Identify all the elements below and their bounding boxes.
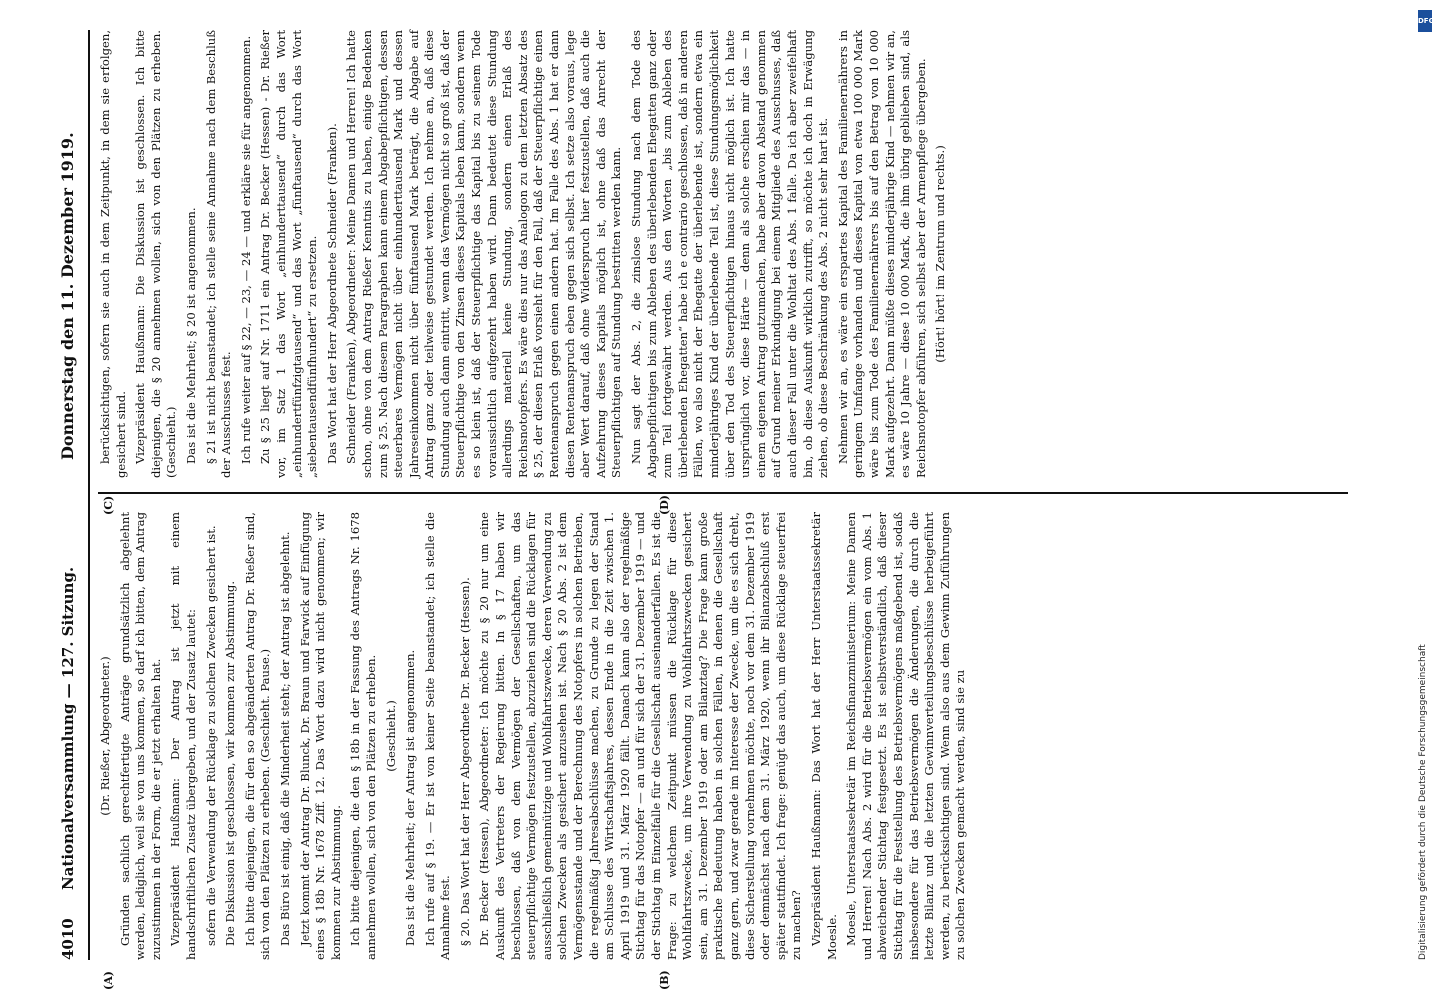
paragraph: Gründen sachlich gerechtfertigte Anträge grundsätzlich abgelehnt werden, lediglich, weil sie von uns kommen, so darf ich bitten, dem Antrag zuzustimmen in der Form, die er jetzt erhalten hat. xyxy=(117,512,163,960)
paragraph: Dr. Becker (Hessen), Abgeordneter: Ich möchte zu § 20 nur um eine Auskunft des Vertreters der Regierung bitten. In § 17 haben wir beschlossen, daß von dem Vermögen der Gesellschaften, um das steuerpflichtige Vermögen festzustellen, abzuziehen sind die Rücklagen für ausschließlich gemeinnützige und Wohlfahrtszwecke, deren Verwendung zu solchen Zwecken als gesichert anzusehen ist. Nach § 20 Abs. 2 ist dem Vermögensstande und der Berechnung des Notopfers in solchen Betrieben, die regelmäßig Jahresabschlüsse machen, zu Grunde zu legen der Stand am Schlusse des Wirtschaftsjahres, dessen Ende in die Zeit zwischen 1. April 1919 und 31. März 1920 fällt. Danach kann also der regelmäßige Stichtag für das Notopfer — an und für sich der 31. Dezember 1919 — und der Stichtag im Einzelfalle für die Gesellschaft auseinanderfallen. Es ist die Frage: zu welchem Zeitpunkt müssen die Rücklage für diese Wohlfahrtszwecke, um ihre Verwendung zu Wohlfahrtszwecken gesichert sein, am 31. Dezember 1919 oder am Bilanztag? Die Frage kann große praktische Bedeutung haben in solchen Fällen, in denen die Gesellschaft ganz gern, und zwar gerade im Interesse der Zwecke, um die es sich dreht, diese Sicherstellung vornehmen möchte, noch vor dem 31. Dezember 1919 oder demnächst nach dem 31. März 1920, wenn ihr Bilanzabschluß erst später stattfindet. Ich frage: genügt das auch, um diese Rücklage steuerfrei zu machen? xyxy=(477,512,804,960)
page-number: 4010 xyxy=(59,918,77,960)
paragraph: Schneider (Franken), Abgeordneter: Meine Damen und Herren! Ich hatte schon, ohne von dem Antrag Rießer Kenntnis zu haben, einige Bedenken zum § 25. Nach diesem Paragraphen kann einem Abgabepflichtigen, dessen steuerbares Vermögen nicht über einhunderttausend Mark und dessen Jahreseinkommen nicht über fünftausend Mark beträgt, die Abgabe auf Antrag ganz oder teilweise gestundet werden. Ich nehme an, daß diese Stundung auch dann eintritt, wenn das Vermögen nicht so groß ist, daß der Steuerpflichtige von den Zinsen dieses Kapitals leben kann, sondern wenn es so klein ist, daß der Steuerpflichtige das Kapital bis zu seinem Tode voraussichtlich aufgezehrt haben wird. Dann bedeutet diese Stundung allerdings materiell keine Stundung, sondern einen Erlaß des Reichsnotopfers. Es wäre dies nur das Analogon zu dem letzten Absatz des § 25, der diesen Erlaß vorsieht für den Fall, daß der Steuerpflichtige einen Rentenanspruch gegen einen andern hat. Im Falle des Abs. 1 hat er dann diesen Rentenanspruch eben gegen sich selbst. Ich setze also voraus, lege aber Wert darauf, daß ohne Widerspruch hier festzustellen, daß auch die Aufzehrung dieses Kapitals möglich ist, ohne daß das Anrecht der Steuerpflichtigen auf Stundung bestritten werden kann. xyxy=(344,30,624,478)
dfg-logo: DFG xyxy=(1418,10,1432,32)
paragraph: Jetzt kommt der Antrag Dr. Blunck, Dr. Braun und Farwick auf Einfügung eines § 18b Nr. 1678 Ziff. 12. Das Wort dazu wird nicht genommen; wir kommen zur Abstimmung. xyxy=(297,512,343,960)
digitization-note: Digitalisierung gefördert durch die Deutsche Forschungsgemeinschaft xyxy=(1418,644,1428,960)
margin-mark-c: (C) xyxy=(102,495,115,515)
paragraph: Vizepräsident Haußmann: Das Wort hat der Herr Unterstaatssekretär Moesle. xyxy=(808,512,839,960)
paragraph: Ich rufe weiter auf § 22, — 23, — 24 — und erkläre sie für angenommen. xyxy=(238,35,253,464)
paragraph: Die Diskussion ist geschlossen, wir kommen zur Abstimmung. xyxy=(223,580,238,946)
paragraph: Vizepräsident Haußmann: Die Diskussion ist geschlossen. Ich bitte diejenigen, die § 20 annehmen wollen, sich von den Plätzen zu erheben. (Geschieht.) xyxy=(133,30,179,478)
paragraph: § 20. Das Wort hat der Herr Abgeordnete Dr. Becker (Hessen). xyxy=(457,577,472,946)
paragraph: Das Wort hat der Herr Abgeordnete Schneider (Franken). xyxy=(324,123,339,464)
paragraph: Nun sagt der Abs. 2, die zinslose Stundung nach dem Tode des Abgabepflichtigen bis zum Ableben des überlebenden Ehegatten ganz oder zum Teil fortgewährt werden. Aus den Worten „bis zum Ableben des überlebenden Ehegatten“ habe ich e contrario geschlossen, daß in anderen Fällen, wo also nicht der Ehegatte der überlebende ist, sondern etwa ein minderjähriges Kind der überlebende Teil ist, diese Stundungsmöglichkeit über den Tod des Steuerpflichtigen hinaus nicht möglich ist. Ich hatte ursprünglich vor, diese Härte — denn als solche erschien mir das — in einem eigenen Antrag gutzumachen, habe aber davon Abstand genommen auf Grund meiner Erkundigung bei einem Mitgliede des Ausschusses, daß auch dieser Fall unter die Wohltat des Abs. 1 falle. Da ich aber zweifelhaft bin, ob diese Auskunft wirklich zutrifft, so möchte ich doch in Erwägung ziehen, ob diese Beschränkung des Abs. 2 nicht sehr hart ist. xyxy=(629,30,831,478)
paragraph: Nehmen wir an, es wäre ein erspartes Kapital des Familienernährers in geringem Umfange vorhanden und dieses Kapital von etwa 100 000 Mark wäre bis zum Tode des Familienernährers bis auf den Betrag von 10 000 Mark aufgezehrt. Dann müßte dieses minderjährige Kind — nehmen wir an, es wäre 10 Jahre — diese 10 000 Mark, die ihm übrig geblieben sind, als Reichsnotopfer abführen, sich selbst aber der Armenpflege übergeben. xyxy=(835,30,928,478)
page-header xyxy=(48,30,90,960)
paragraph: (Geschieht.) xyxy=(383,700,398,772)
paragraph: Das Büro ist einig, daß die Minderheit steht; der Antrag ist abgelehnt. xyxy=(277,531,292,946)
paragraph: Vizepräsident Haußmann: Der Antrag ist jetzt mit einem handschriftlichen Zusatz übergeben, und der Zusatz lautet: xyxy=(168,512,198,960)
paragraph: Ich bitte diejenigen, die den § 18b in der Fassung des Antrags Nr. 1678 annehmen wollen, sich von den Plätzen zu erheben. xyxy=(348,512,378,960)
paragraph: Ich rufe auf § 19. — Er ist von keiner Seite beanstandet; ich stelle die Annahme fest. xyxy=(422,512,453,960)
paragraph: sofern die Verwendung der Rücklage zu solchen Zwecken gesichert ist. xyxy=(203,525,218,946)
paragraph: § 21 ist nicht beanstandet; ich stelle seine Annahme nach dem Beschluß der Ausschusses fest. xyxy=(203,30,234,478)
paragraph: Moesle, Unterstaatssekretär im Reichsfinanzministerium: Meine Damen und Herren! Nach Abs. 2 wird für die Betriebsvermögen ein vom Abs. 1 abweichender Stichtag festgesetzt. Es ist selbstverständlich, daß dieser Stichtag für die Feststellung des Betriebsvermögens maßgebend ist, sodaß insbesondere für das Betriebsvermögen die Änderungen, die durch die letzte Bilanz und die letzten Gewinnverteilungsbeschlüsse herbeigeführt werden, zu berücksichtigen sind. Wenn also aus dem Gewinn Zuführungen zu solchen Zwecken gemacht werden, sind sie zu xyxy=(844,512,968,960)
margin-mark-b: (B) xyxy=(658,970,671,990)
margin-mark-d: (D) xyxy=(658,495,671,515)
paragraph: berücksichtigen, sofern sie auch in dem Zeitpunkt, in dem sie erfolgen, gesichert sind. xyxy=(98,30,128,478)
paragraph: Ich bitte diejenigen, die für den so abgeänderten Antrag Dr. Rießer sind, sich von den Plätzen zu erheben. (Geschieht. Pause.) xyxy=(242,512,273,960)
paragraph: Das ist die Mehrheit; der Antrag ist angenommen. xyxy=(403,649,418,946)
paragraph: (Hört! hört! im Zentrum und rechts.) xyxy=(933,145,948,363)
session-title: Nationalversammlung — 127. Sitzung. xyxy=(59,566,77,890)
left-column xyxy=(98,512,1348,960)
margin-mark-a: (A) xyxy=(102,971,115,990)
paragraph: Zu § 25 liegt auf Nr. 1711 ein Antrag Dr. Becker (Hessen) - Dr. Rießer vor, im Satz 1 das Wort „einhunderttausend“ durch das Wort „einhundertfünfzigtausend“ und das Wort „fünftausend“ durch das Wort „siebentausendfünfhundert“ zu ersetzen. xyxy=(258,30,320,478)
paragraph: (Dr. Rießer, Abgeordneter.) xyxy=(98,656,112,816)
right-column xyxy=(98,30,1348,494)
session-date: Donnerstag den 11. Dezember 1919. xyxy=(58,132,77,460)
paragraph: Das ist die Mehrheit; § 20 ist angenommen. xyxy=(183,207,198,464)
